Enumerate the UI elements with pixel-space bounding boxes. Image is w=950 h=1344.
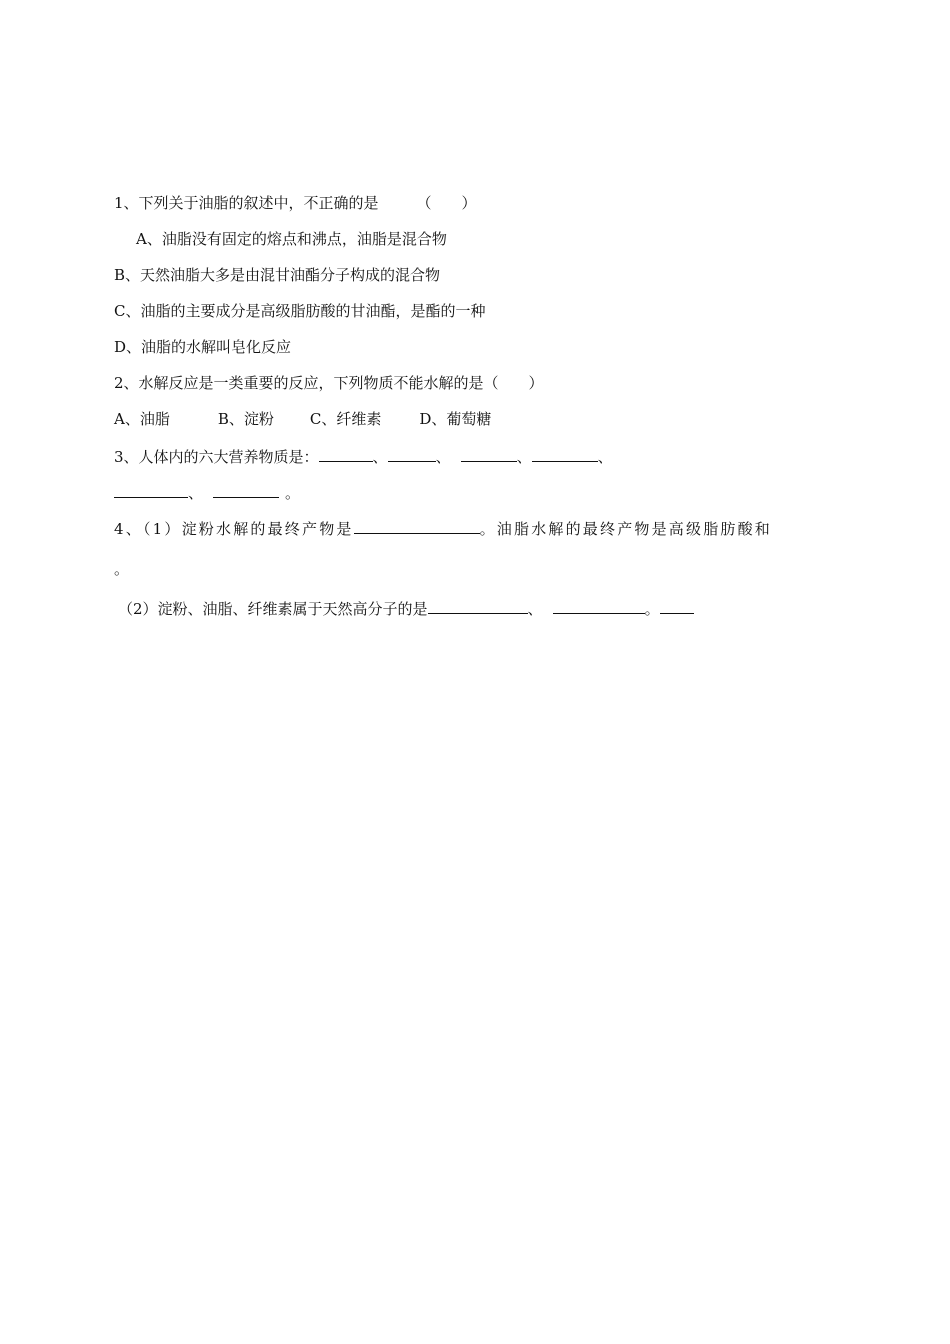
question-4-part-1-end-line	[114, 559, 129, 579]
question-4-part-1-stem: 4、（1）淀粉水解的最终产物是	[114, 520, 354, 538]
question-3-blank-5[interactable]	[114, 483, 188, 498]
question-4-part-2-blank-3[interactable]	[660, 599, 694, 614]
question-3-line-1	[114, 447, 613, 467]
question-1-option-b	[114, 265, 440, 285]
question-1-stem: 1、下列关于油脂的叙述中，不正确的是	[114, 194, 379, 212]
question-3-line-2	[114, 483, 300, 503]
question-3-blank-4[interactable]	[532, 447, 598, 462]
question-1-option-d	[114, 337, 291, 357]
question-4-part-2-stem: （2）淀粉、油脂、纤维素属于天然高分子的是	[118, 600, 428, 618]
question-4-part-2-blank-2[interactable]	[553, 599, 645, 614]
question-1-option-a	[136, 229, 447, 249]
question-3-separator: 、	[516, 448, 532, 466]
question-2-option-c: C、纤维素	[309, 410, 382, 428]
question-4-part-2-line	[118, 599, 694, 619]
question-4-part-1-blank-1[interactable]	[354, 519, 480, 534]
question-2-option-a: A、油脂	[114, 410, 170, 428]
question-2-options-line	[114, 409, 491, 429]
question-1-option-c	[114, 301, 485, 321]
question-1-option-d-text: D、油脂的水解叫皂化反应	[114, 338, 292, 356]
question-2-stem: 2、水解反应是一类重要的反应，下列物质不能水解的是（ ）	[114, 374, 544, 392]
question-3-end-mark: 。	[285, 484, 301, 502]
question-3-separator: 、	[435, 448, 451, 466]
question-4-part-1-line	[114, 519, 772, 539]
question-1-answer-paren: （ ）	[416, 194, 477, 212]
question-4-part-1-end-mark: 。	[114, 560, 130, 578]
question-3-blank-2[interactable]	[388, 447, 436, 462]
question-1-option-c-text: C、油脂的主要成分是高级脂肪酸的甘油酯，是酯的一种	[114, 302, 486, 320]
question-3-separator: 、	[597, 448, 613, 466]
question-4-part-2-blank-1[interactable]	[428, 599, 528, 614]
question-2-option-b: B、淀粉	[217, 410, 274, 428]
question-4-end-mark: 。	[644, 600, 660, 618]
question-3-separator: 、	[372, 448, 388, 466]
question-3-separator: 、	[188, 484, 204, 502]
question-3-blank-3[interactable]	[461, 447, 517, 462]
question-4-separator: 、	[527, 600, 543, 618]
question-2-option-d: D、葡萄糖	[419, 410, 492, 428]
question-1-option-a-text: A、油脂没有固定的熔点和沸点，油脂是混合物	[136, 230, 447, 248]
question-3-blank-1[interactable]	[319, 447, 373, 462]
question-1-stem-line	[114, 193, 477, 213]
question-3-blank-6[interactable]	[213, 483, 279, 498]
question-4-part-1-continuation: 。油脂水解的最终产物是高级脂肪酸和	[479, 520, 772, 538]
question-2-stem-line	[114, 373, 544, 393]
question-1-option-b-text: B、天然油脂大多是由混甘油酯分子构成的混合物	[114, 266, 441, 284]
question-3-stem: 3、人体内的六大营养物质是：	[114, 448, 319, 466]
